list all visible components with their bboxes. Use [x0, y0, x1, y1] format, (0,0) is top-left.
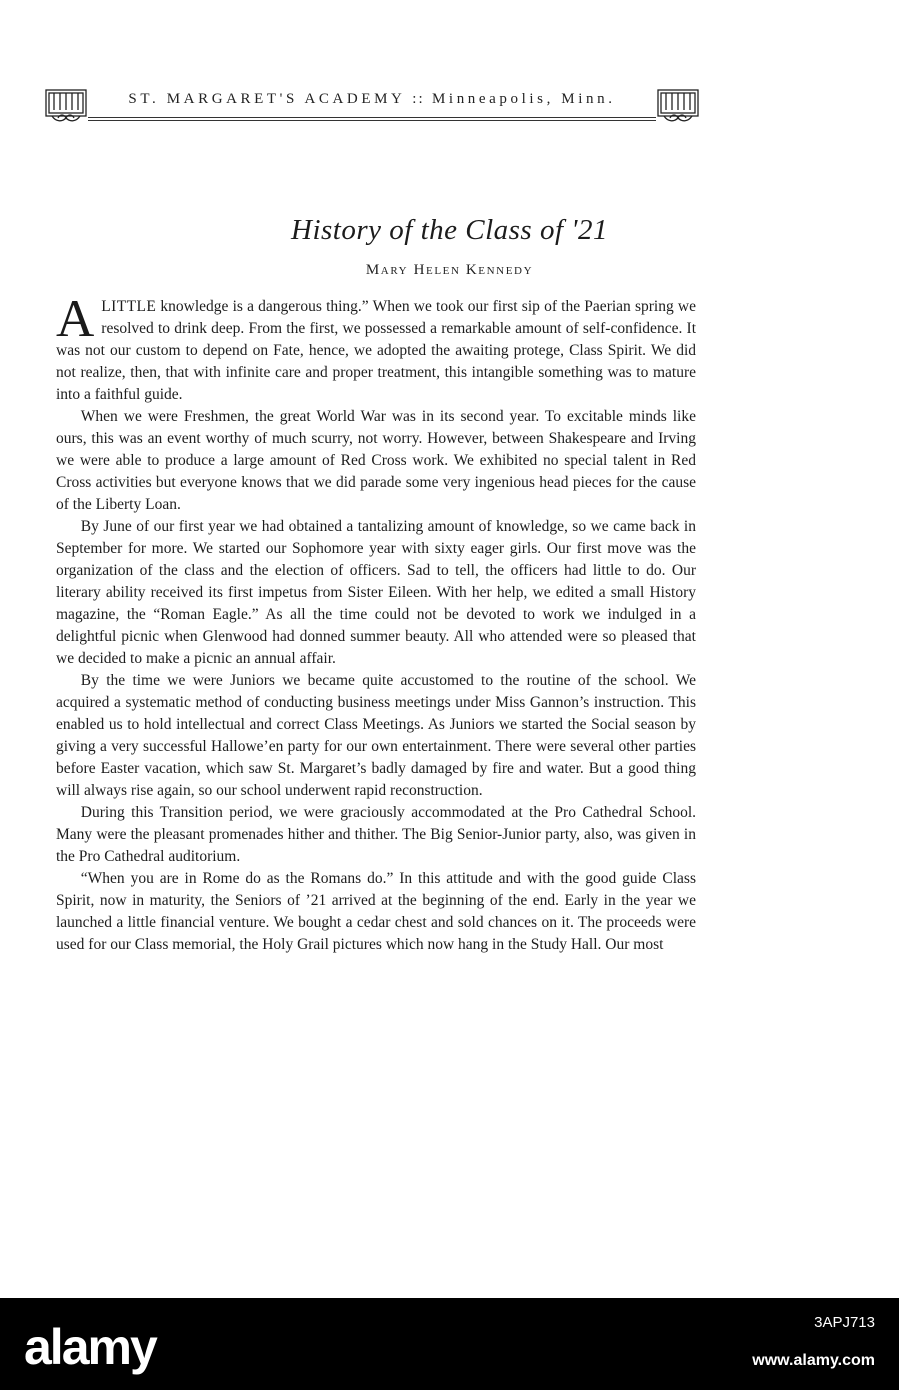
brand-logo: alamy	[24, 1319, 156, 1375]
header-rule	[88, 117, 656, 118]
celtic-knot-icon	[656, 88, 700, 124]
article-title: History of the Class of '21	[291, 214, 608, 246]
paragraph-text: knowledge is a dangerous thing.” When we took our first sip of the Paerian spring we resolved to drink deep. From the first, we possessed a remarkable amount of self-confidence. It was not our custom to depend on Fate, hence, we adopted the awaiting protege, Class Spirit. We did not realize, then, that with infinite care and proper treatment, this intangible something was to mature into a faithful guide.	[56, 298, 696, 403]
header-separator: ::	[412, 91, 425, 107]
paragraph: By June of our first year we had obtained a tantalizing amount of knowledge, so we came back in September for more. We started our Sophomore year with sixty eager girls. Our first move was the organization of the class and the election of officers. Sad to tell, the officers had little to do. Our literary ability received its first impetus from Sister Eileen. With her help, we edited a small History magazine, the “Roman Eagle.” As all the time could not be devoted to work we indulged in a delightful picnic when Glenwood had donned summer beauty. All who attended were so pleased that we decided to make a picnic an annual affair.	[56, 518, 696, 667]
author-byline: Mary Helen Kennedy	[365, 262, 534, 278]
paragraph: “When you are in Rome do as the Romans do.” In this attitude and with the good guide Class Spirit, now in maturity, the Seniors of ’21 arrived at the beginning of the end. Early in the year we launched a little financial venture. We bought a cedar chest and sold chances on it. The proceeds were used for our Class memorial, the Holy Grail pictures which now hang in the Study Hall. Our most	[56, 870, 696, 953]
header-city: Minneapolis, Minn.	[432, 91, 616, 107]
site-url: www.alamy.com	[752, 1352, 875, 1369]
drop-cap: A	[56, 290, 95, 348]
article-body	[56, 290, 696, 956]
image-id: 3APJ713	[814, 1314, 875, 1331]
header-title	[94, 91, 650, 108]
paragraph	[56, 290, 696, 406]
paragraph: During this Transition period, we were graciously accommodated at the Pro Cathedral School. Many were the pleasant promenades hither and thither. The Big Senior-Junior party, also, was given in the Pro Cathedral auditorium.	[56, 804, 696, 865]
celtic-knot-icon	[44, 88, 88, 124]
header-rule	[88, 120, 656, 121]
paragraph: When we were Freshmen, the great World War was in its second year. To excitable minds like ours, this was an event worthy of much scurry, not worry. However, between Shakespeare and Irving we were able to produce a large amount of Red Cross work. We exhibited no special talent in Red Cross activities but everyone knows that we did parade some very ingenious head pieces for the cause of the Liberty Loan.	[56, 408, 696, 513]
header-school: ST. MARGARET'S ACADEMY	[128, 91, 405, 107]
running-header	[44, 88, 700, 124]
lead-in-caps: LITTLE	[101, 298, 157, 315]
paragraph: By the time we were Juniors we became quite accustomed to the routine of the school. We acquired a systematic method of conducting business meetings under Miss Gannon’s instruction. This enabled us to hold intellectual and correct Class Meetings. As Juniors we started the Social season by giving a very successful Hallowe’en party for our own entertainment. There were several other parties before Easter vacation, which saw St. Margaret’s badly damaged by fire and water. But a good thing will always rise again, so our school underwent rapid reconstruction.	[56, 672, 696, 799]
watermark-bar	[0, 1298, 899, 1390]
